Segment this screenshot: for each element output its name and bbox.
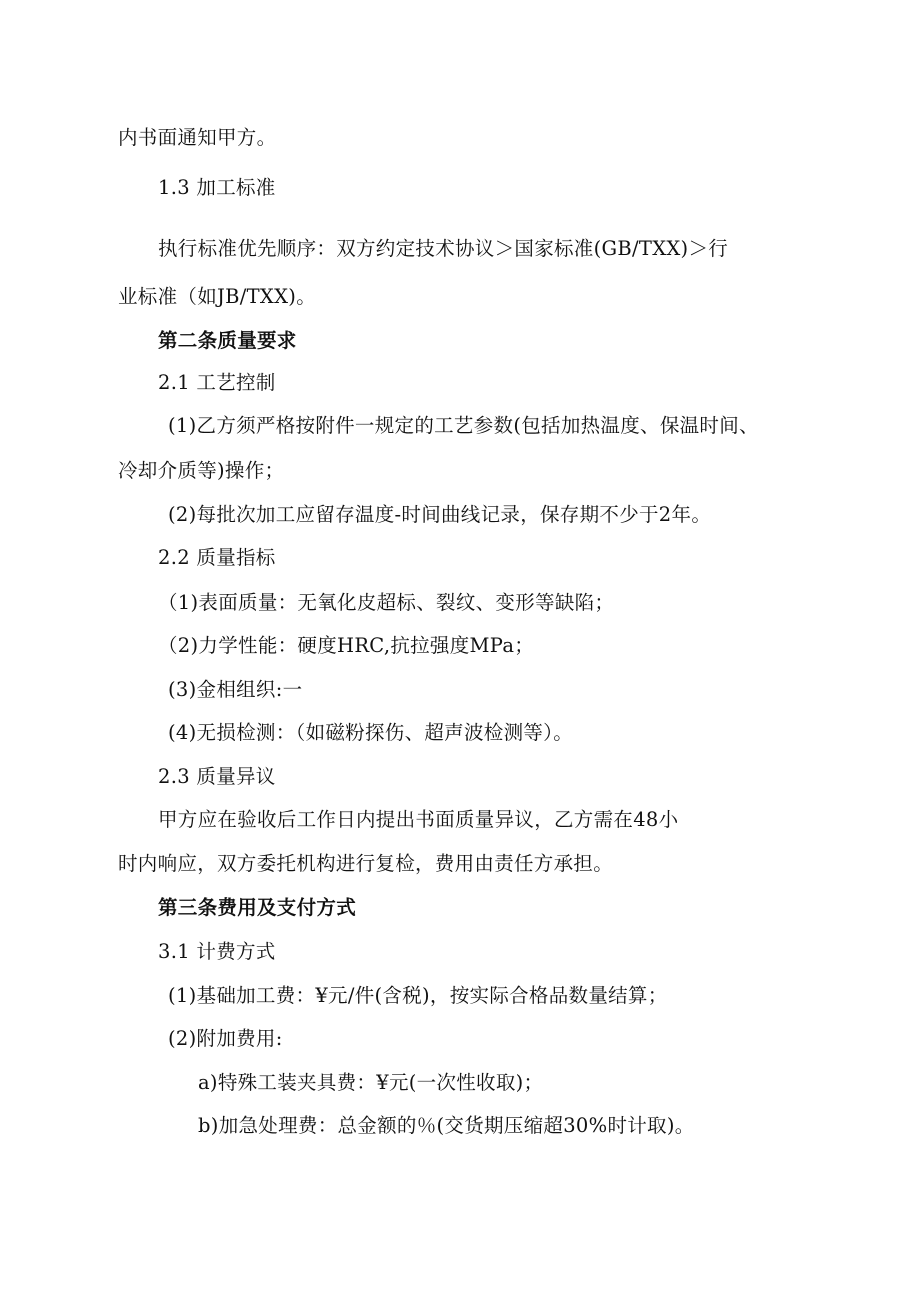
sub-list-item: a)特殊工装夹具费：¥元(一次性收取)；: [198, 1071, 544, 1094]
list-item: (1)基础加工费：¥元/件(含税)，按实际合格品数量结算；: [168, 984, 668, 1007]
article-heading-2: 第二条质量要求: [158, 329, 297, 352]
list-item: （1)表面质量：无氧化皮超标、裂纹、变形等缺陷；: [158, 591, 615, 614]
article-heading-3: 第三条费用及支付方式: [158, 896, 357, 919]
list-item: (4)无损检测：（如磁粉探伤、超声波检测等）。: [168, 721, 574, 744]
list-item: (2)附加费用:: [168, 1027, 283, 1050]
text-line: 冷却介质等)操作；: [118, 459, 285, 482]
text-line: 甲方应在验收后工作日内提出书面质量异议，乙方需在48小: [158, 808, 679, 831]
text-line: 时内响应，双方委托机构进行复检，费用由责任方承担。: [118, 852, 614, 875]
list-item: (3)金相组织:一: [168, 678, 303, 701]
list-item: （2)力学性能：硬度HRC,抗拉强度MPa；: [158, 634, 535, 657]
text-line: 业标准（如JB/TXX)。: [118, 285, 316, 308]
list-item: (1)乙方须严格按附件一规定的工艺参数(包括加热温度、保温时间、: [168, 414, 759, 437]
sub-list-item: b)加急处理费：总金额的％(交货期压缩超30%时计取)。: [198, 1114, 695, 1137]
text-line: 执行标准优先顺序：双方约定技术协议＞国家标准(GB/TXX)＞行: [158, 237, 729, 260]
section-heading-2-3: 2.3 质量异议: [158, 765, 276, 788]
section-heading-3-1: 3.1 计费方式: [158, 940, 276, 963]
section-heading-1-3: 1.3 加工标准: [158, 176, 276, 199]
list-item: (2)每批次加工应留存温度-时间曲线记录，保存期不少于2年。: [168, 503, 712, 526]
text-line: 内书面通知甲方。: [118, 126, 277, 149]
section-heading-2-1: 2.1 工艺控制: [158, 371, 276, 394]
section-heading-2-2: 2.2 质量指标: [158, 546, 276, 569]
